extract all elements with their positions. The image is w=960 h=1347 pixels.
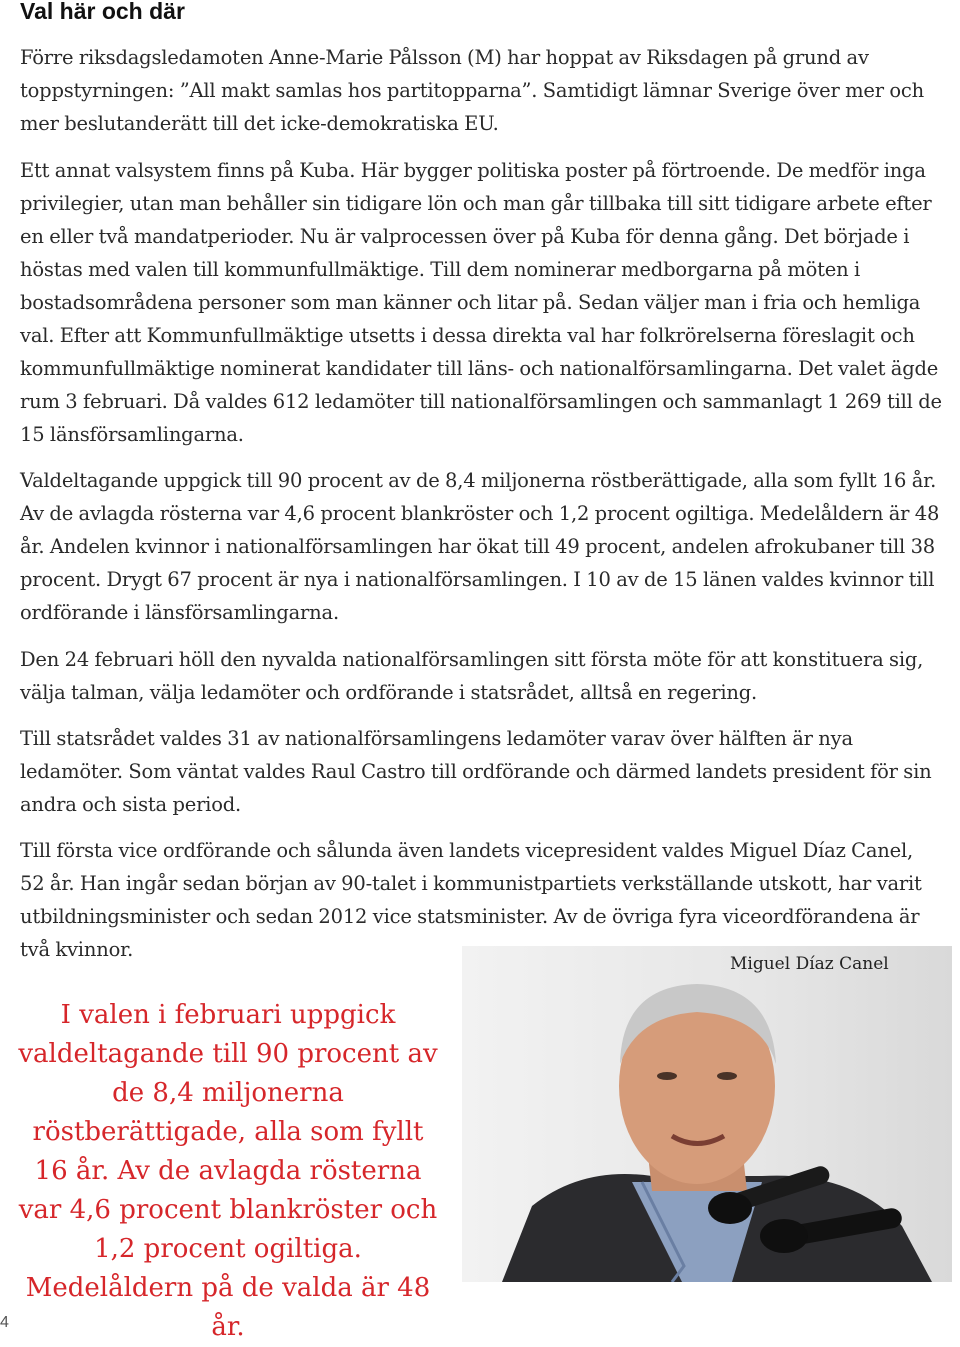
paragraph-5: Till statsrådet valdes 31 av nationalförsamlingens ledamöter varav över hälften är nya ledamöter. Som väntat valdes Raul Castro till ordförande och därmed landets president för sin andra och sista period. [20, 727, 932, 816]
paragraph-6: Till första vice ordförande och sålunda även landets vicepresident valdes Miguel Díaz Canel, 52 år. Han ingår sedan början av 90-talet i kommunistpartiets verkställande utskott, har varit utbildningsminister och sedan 2012 vice statsminister. Av de övriga fyra viceordförandena är två kvinnor. [20, 839, 922, 961]
portrait-photo [462, 946, 952, 1282]
page-number: 4 [0, 1314, 9, 1331]
paragraph-2: Ett annat valsystem finns på Kuba. Här bygger politiska poster på förtroende. De medför inga privilegier, utan man behåller sin tidigare lön och man går tillbaka till sitt tidigare arbete efter en eller två mandatperioder. Nu är valprocessen över på Kuba för denna gång. Det började i höstas med valen till kommunfullmäktige. Till dem nominerar medborgarna på möten i bostadsområdena personer som man känner och litar på. Sedan väljer man i fria och hemliga val. Efter att Kommunfullmäktige utsetts i dessa direkta val har folkrörelserna föreslagit och kommunfullmäktige nominerat kandidater till läns- och nationalförsamlingarna. Det valet ägde rum 3 februari. Då valdes 612 ledamöter till nationalförsamlingen och sammanlagt 1 269 till de 15 länsförsamlingarna. [20, 159, 942, 446]
portrait-illustration [462, 946, 952, 1282]
pull-quote: I valen i februari uppgick valdeltagande till 90 procent av de 8,4 miljonerna röstberättigade, alla som fyllt 16 år. Av de avlagda rösterna var 4,6 procent blankröster och 1,2 procent ogiltiga. Medelåldern på de valda är 48 år. [18, 1000, 438, 1342]
paragraph-4: Den 24 februari höll den nyvalda nationalförsamlingen sitt första möte för att konstituera sig, välja talman, välja ledamöter och ordförande i statsrådet, alltså en regering. [20, 648, 924, 704]
paragraph-3: Valdeltagande uppgick till 90 procent av de 8,4 miljonerna röstberättigade, alla som fyllt 16 år. Av de avlagda rösterna var 4,6 procent blankröster och 1,2 procent ogiltiga. Medelåldern är 48 år. Andelen kvinnor i nationalförsamlingen har ökat till 49 procent, andelen afrokubaner till 38 procent. Drygt 67 procent är nya i nationalförsamlingen. I 10 av de 15 länen valdes kvinnor till ordförande i länsförsamlingarna. [20, 469, 940, 624]
paragraph-1: Förre riksdagsledamoten Anne-Marie Pålsson (M) har hoppat av Riksdagen på grund av toppstyrningen: ”All makt samlas hos partitopparna”. Samtidigt lämnar Sverige över mer och mer beslutanderätt till det icke-demokratiska EU. [20, 46, 924, 135]
photo-caption: Miguel Díaz Canel [730, 954, 889, 974]
article-title: Val här och där [20, 0, 185, 24]
